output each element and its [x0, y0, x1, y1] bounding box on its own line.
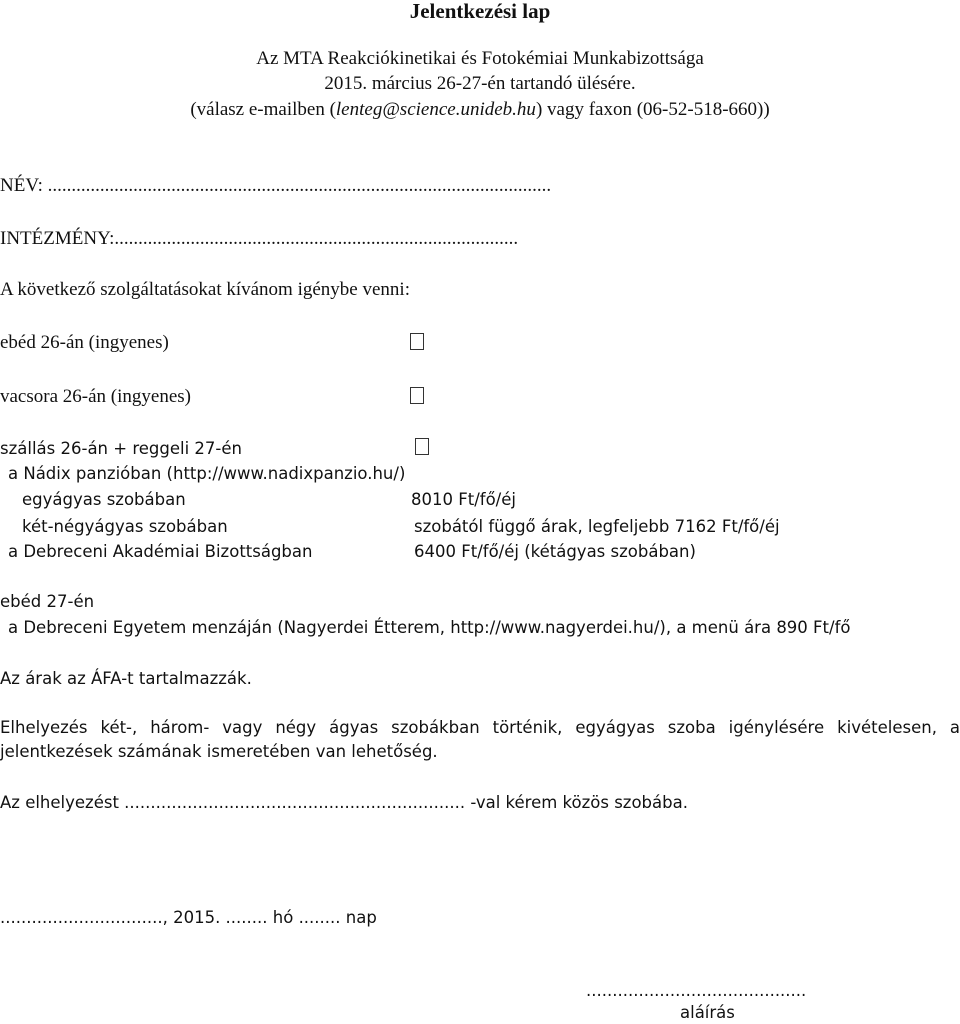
- organizer-line: Az MTA Reakciókinetikai és Fotokémiai Munkabizottsága: [256, 48, 704, 69]
- dinner26-checkbox[interactable]: [410, 387, 424, 404]
- lunch27-label: ebéd 27-én: [0, 592, 95, 611]
- dinner26-label: vacsora 26-án (ingyenes): [0, 386, 191, 407]
- services-intro: A következő szolgáltatásokat kívánom igénybe venni:: [0, 279, 410, 300]
- contact-email: lenteg@science.unideb.hu: [335, 99, 536, 120]
- single-room-option: egyágyas szobában: [22, 490, 186, 509]
- institution-field[interactable]: INTÉZMÉNY:.....................................................................................: [0, 228, 519, 249]
- nadix-option: a Nádix panzióban (http://www.nadixpanzio.hu/): [8, 464, 406, 483]
- canteen-option: a Debreceni Egyetem menzáján (Nagyerdei Étterem, http://www.nagyerdei.hu/), a menü ára 890 Ft/fő: [8, 618, 851, 637]
- signature-line[interactable]: ..........................................: [586, 981, 807, 1000]
- date-line: 2015. március 26-27-én tartandó ülésére.: [324, 73, 636, 94]
- date-place-field[interactable]: ..............................., 2015. ........ hó ........ nap: [0, 908, 377, 927]
- contact-suffix: ) vagy faxon (06-52-518-660)): [535, 99, 770, 120]
- roommate-field[interactable]: Az elhelyezést ................................................................. -val kérem közös szobába.: [0, 793, 688, 812]
- lunch26-label: ebéd 26-án (ingyenes): [0, 332, 169, 353]
- lodging-label: szállás 26-án + reggeli 27-én: [0, 439, 242, 458]
- multi-room-price: szobától függő árak, legfeljebb 7162 Ft/fő/éj: [414, 517, 780, 536]
- vat-note: Az árak az ÁFA-t tartalmazzák.: [0, 669, 252, 688]
- contact-prefix: (válasz e-mailben (: [190, 99, 336, 120]
- dab-option: a Debreceni Akadémiai Bizottságban: [8, 542, 313, 561]
- multi-room-option: két-négyágyas szobában: [22, 517, 228, 536]
- dab-price: 6400 Ft/fő/éj (kétágyas szobában): [414, 542, 696, 561]
- form-title: Jelentkezési lap: [409, 0, 551, 23]
- lodging-checkbox[interactable]: [415, 438, 429, 455]
- single-room-price: 8010 Ft/fő/éj: [411, 490, 516, 509]
- name-field[interactable]: NÉV: ..........................................................................................................: [0, 175, 552, 196]
- placement-note: Elhelyezés két-, három- vagy négy ágyas szobákban történik, egyágyas szoba igénylésére kivételesen, a jelentkezések számának ismeretében van lehetőség.: [0, 718, 960, 761]
- lunch26-checkbox[interactable]: [410, 333, 424, 350]
- signature-label: aláírás: [680, 1003, 735, 1022]
- contact-line: [0, 99, 960, 121]
